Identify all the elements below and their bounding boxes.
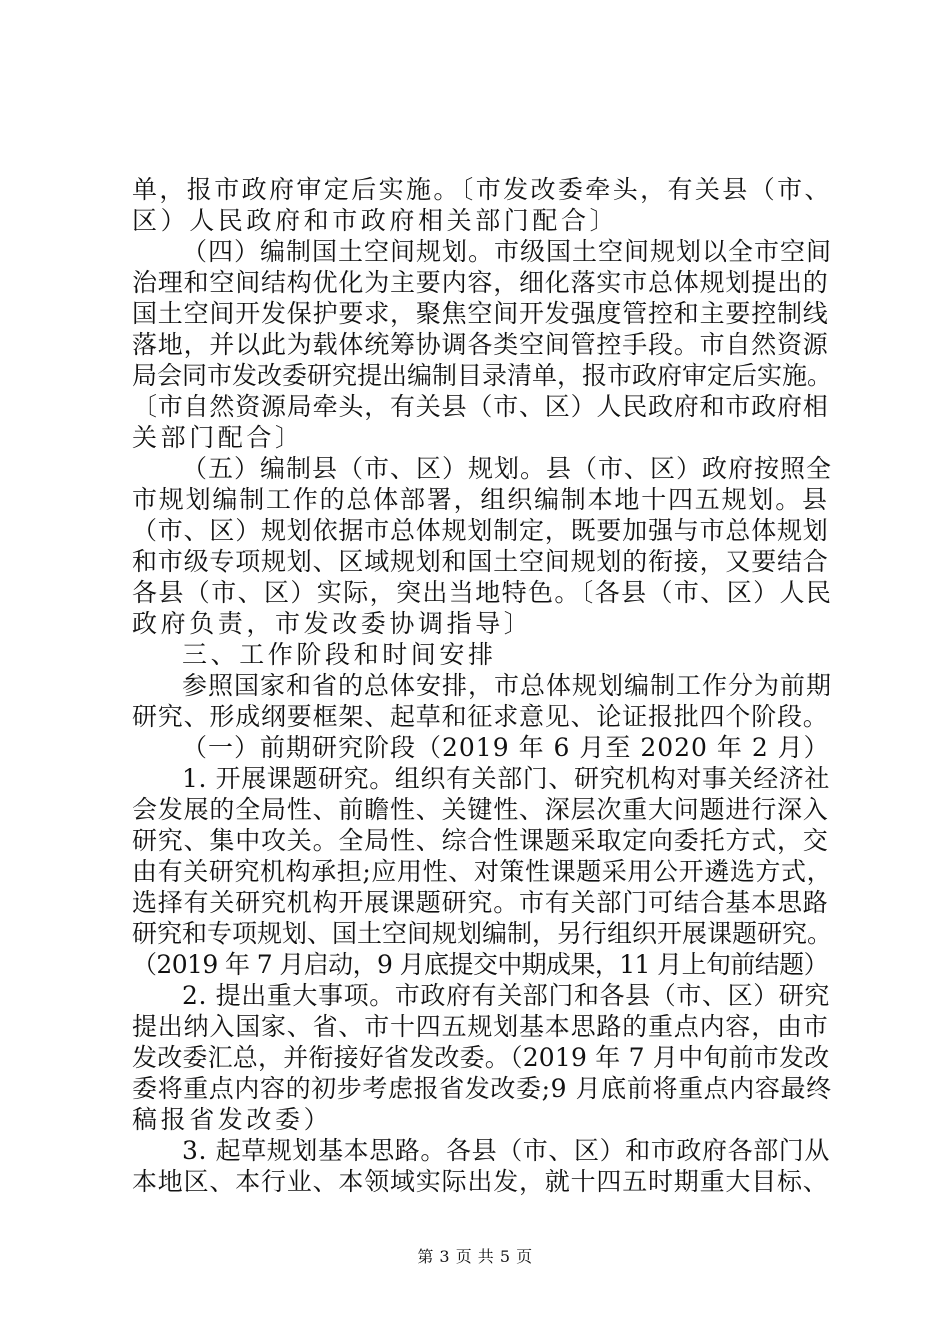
page-footer: 第 3 页 共 5 页: [417, 1247, 533, 1266]
text-line: 2. 提出重大事项。市政府有关部门和各县（市、区）研究: [182, 981, 831, 1010]
text-line: 单，报市政府审定后实施。〔市发改委牵头，有关县（市、: [132, 175, 832, 204]
text-line: 发改委汇总，并衔接好省发改委。（2019 年 7 月中旬前市发改: [132, 1043, 830, 1072]
text-line: 国土空间开发保护要求，聚焦空间开发强度管控和主要控制线: [132, 299, 829, 328]
text-line: （2019 年 7 月启动，9 月底提交中期成果，11 月上旬前结题）: [132, 950, 828, 979]
text-line: 各县（市、区）实际，突出当地特色。〔各县（市、区）人民: [132, 578, 833, 607]
text-line: 研究、形成纲要框架、起草和征求意见、论证报批四个阶段。: [132, 702, 829, 731]
text-line: 提出纳入国家、省、市十四五规划基本思路的重点内容，由市: [132, 1012, 829, 1041]
text-line: 会发展的全局性、前瞻性、关键性、深层次重大问题进行深入: [132, 795, 829, 824]
text-line: 委将重点内容的初步考虑报省发改委;9 月底前将重点内容最终: [132, 1074, 832, 1103]
text-line: 研究、集中攻关。全局性、综合性课题采取定向委托方式，交: [132, 826, 829, 855]
text-line: 选择有关研究机构开展课题研究。市有关部门可结合基本思路: [132, 888, 829, 917]
text-line: 治理和空间结构优化为主要内容，细化落实市总体规划提出的: [132, 268, 829, 297]
text-line: 市规划编制工作的总体部署，组织编制本地十四五规划。县: [132, 485, 829, 514]
text-line: 三、工作阶段和时间安排: [182, 640, 497, 669]
text-line: 由有关研究机构承担;应用性、对策性课题采用公开遴选方式，: [132, 857, 833, 886]
text-line: 参照国家和省的总体安排，市总体规划编制工作分为前期: [182, 671, 833, 700]
text-line: 〔市自然资源局牵头，有关县（市、区）人民政府和市政府相: [132, 392, 829, 421]
text-line: 落地，并以此为载体统筹协调各类空间管控手段。市自然资源: [132, 330, 829, 359]
text-line: （四）编制国土空间规划。市级国土空间规划以全市空间: [182, 237, 833, 266]
text-line: 关部门配合〕: [132, 423, 304, 452]
text-line: 政府负责，市发改委协调指导〕: [132, 609, 533, 638]
text-line: 本地区、本行业、本领域实际出发，就十四五时期重大目标、: [132, 1167, 829, 1196]
text-line: 和市级专项规划、区域规划和国土空间规划的衔接，又要结合: [132, 547, 829, 576]
text-line: （一）前期研究阶段（2019 年 6 月至 2020 年 2 月）: [182, 733, 830, 762]
text-line: （五）编制县（市、区）规划。县（市、区）政府按照全: [182, 454, 833, 483]
text-line: 区）人民政府和市政府相关部门配合〕: [132, 206, 619, 235]
document-body: [132, 174, 832, 1197]
text-line: （市、区）规划依据市总体规划制定，既要加强与市总体规划: [132, 516, 829, 545]
text-line: 稿报省发改委）: [132, 1105, 333, 1134]
text-line: 研究和专项规划、国土空间规划编制，另行组织开展课题研究。: [132, 919, 833, 948]
text-line: 局会同市发改委研究提出编制目录清单，报市政府审定后实施。: [132, 361, 833, 390]
text-line: 1. 开展课题研究。组织有关部门、研究机构对事关经济社: [182, 764, 831, 793]
text-line: 3. 起草规划基本思路。各县（市、区）和市政府各部门从: [182, 1136, 831, 1165]
